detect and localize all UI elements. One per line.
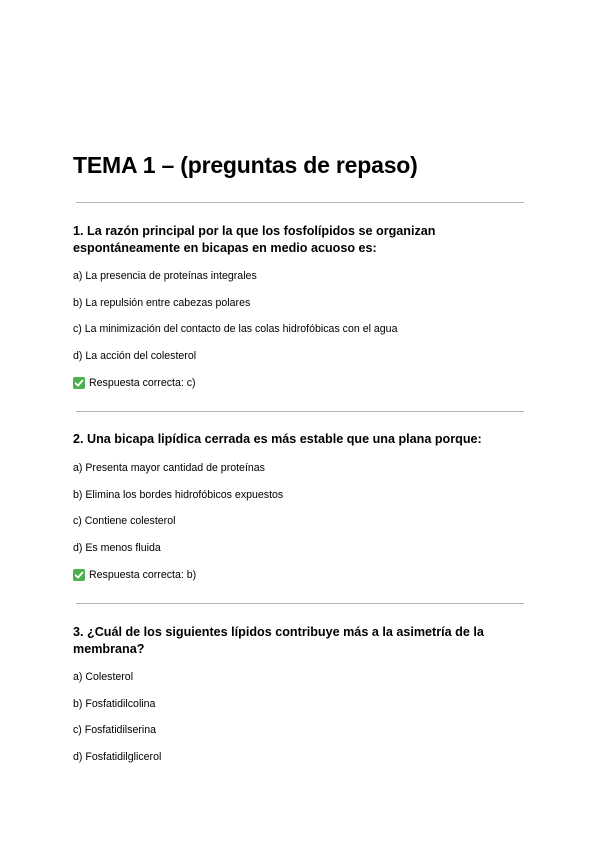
- question-1-answer-text: Respuesta correcta: c): [89, 377, 196, 389]
- question-3-text: 3. ¿Cuál de los siguientes lípidos contribuye más a la asimetría de la membrana?: [73, 625, 484, 656]
- question-3-option-b: b) Fosfatidilcolina: [73, 698, 156, 710]
- question-2-option-a: a) Presenta mayor cantidad de proteínas: [73, 462, 265, 474]
- check-mark-icon: [73, 569, 85, 581]
- question-2-option-b: b) Elimina los bordes hidrofóbicos expuestos: [73, 489, 284, 501]
- question-1-option-a: a) La presencia de proteínas integrales: [73, 270, 257, 282]
- question-3-option-c: c) Fosfatidilserina: [73, 724, 157, 736]
- question-3-option-d: d) Fosfatidilglicerol: [73, 751, 162, 763]
- question-2-answer: [73, 568, 196, 582]
- question-2-text: 2. Una bicapa lipídica cerrada es más estable que una plana porque:: [73, 432, 482, 446]
- section-divider: [76, 411, 524, 412]
- question-2-option-d: d) Es menos fluida: [73, 542, 161, 554]
- question-1-text: 1. La razón principal por la que los fosfolípidos se organizan espontáneamente en bicapas en medio acuoso es:: [73, 224, 436, 255]
- question-3-option-a: a) Colesterol: [73, 671, 134, 683]
- section-divider: [76, 202, 524, 203]
- question-2-option-c: c) Contiene colesterol: [73, 515, 176, 527]
- document-title: TEMA 1 – (preguntas de repaso): [73, 152, 418, 178]
- question-1-option-d: d) La acción del colesterol: [73, 350, 197, 362]
- question-1-answer: [73, 376, 196, 390]
- question-1-option-c: c) La minimización del contacto de las colas hidrofóbicas con el agua: [73, 323, 398, 335]
- question-1-option-b: b) La repulsión entre cabezas polares: [73, 297, 251, 309]
- question-2-answer-text: Respuesta correcta: b): [89, 569, 197, 581]
- check-mark-icon: [73, 377, 85, 389]
- section-divider: [76, 603, 524, 604]
